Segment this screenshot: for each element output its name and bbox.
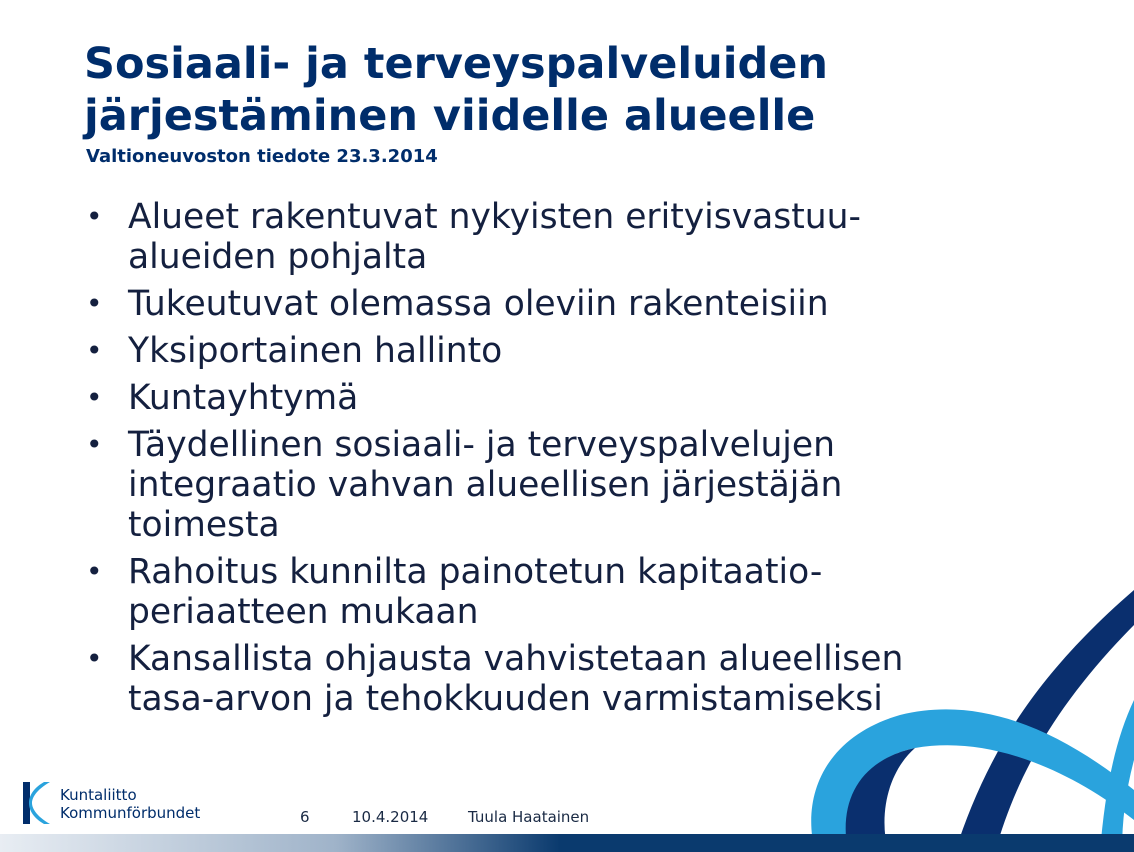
bullet-item: [84, 639, 1044, 719]
bullet-text-line: Rahoitus kunnilta painotetun kapitaatio-: [128, 552, 823, 592]
kuntaliitto-logo: [20, 780, 220, 830]
slide-subtitle: Valtioneuvoston tiedote 23.3.2014: [86, 146, 438, 167]
bullet-item: [84, 425, 1044, 545]
footer-author: Tuula Haatainen: [468, 808, 590, 826]
bullet-dot-icon: •: [86, 642, 103, 675]
bullet-item: [84, 552, 1044, 632]
bullet-dot-icon: •: [86, 381, 103, 414]
bullet-dot-icon: •: [86, 287, 103, 320]
bullet-dot-icon: •: [86, 334, 103, 367]
logo-text: [60, 786, 200, 822]
bullet-text-line: Täydellinen sosiaali- ja terveyspalvelujen: [128, 425, 835, 465]
bullet-item: [84, 378, 1044, 418]
bullet-text-line: Yksiportainen hallinto: [128, 331, 503, 371]
bullet-dot-icon: •: [86, 428, 103, 461]
bullet-text-line: toimesta: [128, 505, 280, 545]
bullet-text-line: Tukeutuvat olemassa oleviin rakenteisiin: [128, 284, 829, 324]
bullet-item: [84, 284, 1044, 324]
bullet-text-line: Kuntayhtymä: [128, 378, 359, 418]
footer-bar-gradient: [0, 834, 560, 852]
bullet-item: [84, 331, 1044, 371]
bullet-text-line: Kansallista ohjausta vahvistetaan alueellisen: [128, 639, 904, 679]
bullet-text-line: alueiden pohjalta: [128, 237, 428, 277]
bullet-item: [84, 197, 1044, 277]
page-number: 6: [300, 808, 310, 826]
bullet-dot-icon: •: [86, 555, 103, 588]
logo-text-line1: Kuntaliitto: [60, 786, 137, 804]
bullet-text-line: tasa-arvon ja tehokkuuden varmistamiseksi: [128, 679, 883, 719]
bullet-text-line: integraatio vahvan alueellisen järjestäjän: [128, 465, 843, 505]
bullet-text-line: periaatteen mukaan: [128, 592, 479, 632]
kuntaliitto-k-logo-icon: [20, 780, 56, 826]
slide-title-line: järjestäminen viidelle alueelle: [84, 91, 816, 141]
logo-text-line2: Kommunförbundet: [60, 804, 201, 822]
bullet-text-line: Alueet rakentuvat nykyisten erityisvastuu-: [128, 197, 861, 237]
bullet-dot-icon: •: [86, 200, 103, 233]
footer-date: 10.4.2014: [352, 808, 429, 826]
slide-title-line: Sosiaali- ja terveyspalveluiden: [84, 39, 829, 89]
bullet-list: [84, 197, 1044, 726]
